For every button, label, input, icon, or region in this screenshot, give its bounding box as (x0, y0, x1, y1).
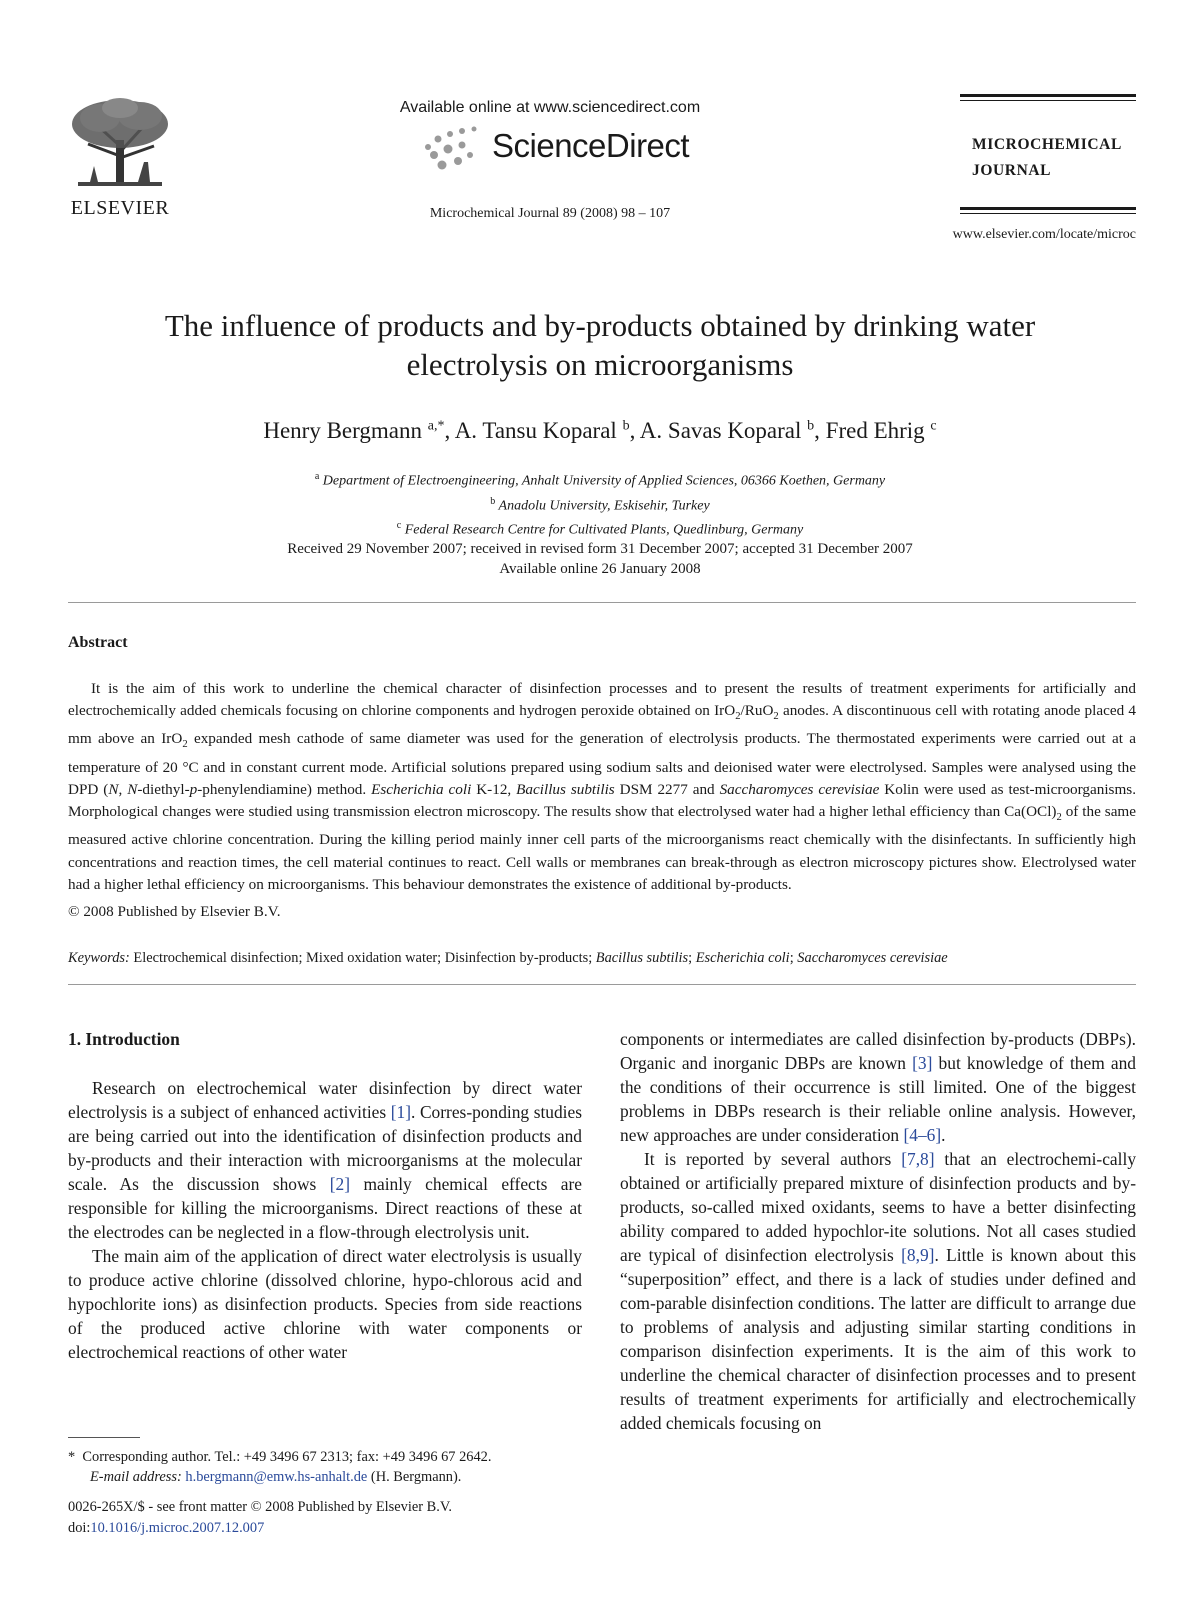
received-dates: Received 29 November 2007; received in revised form 31 December 2007; accepted 31 December 2007 (287, 541, 913, 557)
affiliation: $^c$ Federal Research Centre for Cultivated Plants, Quedlinburg, Germany (396, 520, 804, 538)
article-title (80, 306, 1120, 384)
email-link[interactable]: h.bergmann@emw.hs-anhalt.de (185, 1469, 368, 1485)
paragraph: It is reported by several authors [7,8] that an electrochemi-cally obtained or artificially prepared mixture of disinfection products and by-products, so-called mixed oxidants, seems to have a better disinfecting ability compared to added hypochlor-ite solutions. Not all cases studied are typical of disinfection electrolysis [8,9]. Little is known about this “superposition” effect, and there is a lack of studies under defined and com-parable disinfection conditions. The latter are difficult to arrange due to problems of analysis and adjusting similar starting conditions in comparison disinfection experiments. It is the aim of this work to underline the chemical character of disinfection processes and to present results of treatment experiments for artificially and electrochemically added chemicals focusing on (620, 1149, 1137, 1433)
elsevier-tree-icon (68, 96, 172, 190)
author[interactable]: Henry Bergmann $^{a,*}$ (263, 418, 445, 443)
author[interactable]: A. Tansu Koparal $^b$ (454, 418, 630, 443)
footnote-rule (68, 1437, 140, 1438)
title-line2: electrolysis on microorganisms (406, 347, 794, 382)
journal-name (972, 132, 1122, 184)
journal-name-line2: JOURNAL (972, 162, 1052, 179)
abstract-heading: Abstract (68, 634, 128, 651)
paragraph: Research on electrochemical water disinfection by direct water electrolysis is a subject of enhanced activities [1]. Corres-ponding studies are being carried out into the identification of disinfection products and by-products and their interaction with microorganisms at the molecular scale. As the discussion shows [2] mainly chemical effects are responsible for killing the microorganisms. Direct reactions of these at the electrodes can be neglected in a flow-through electrolysis unit. (68, 1078, 582, 1242)
sciencedirect-logo (420, 125, 720, 175)
column-left (68, 1076, 582, 1364)
paragraph: components or intermediates are called disinfection by-products (DBPs). Organic and inorganic DBPs are known [3] but knowledge of them and the conditions of their occurrence is still limited. One of the biggest problems in DBPs research is their reliable online analysis. However, new approaches are under consideration [4–6]. (620, 1029, 1136, 1145)
journal-url[interactable]: www.elsevier.com/locate/microc (952, 227, 1136, 242)
elsevier-logo (66, 96, 174, 220)
journal-citation: Microchemical Journal 89 (2008) 98 – 107 (429, 206, 671, 221)
journal-name-line1: MICROCHEMICAL (972, 136, 1122, 153)
author[interactable]: A. Savas Koparal $^b$ (639, 418, 815, 443)
keywords-list: Electrochemical disinfection; Mixed oxidation water; Disinfection by-products; Bacillus subtilis; Escherichia coli; Saccharomyces cerevisiae (129, 950, 948, 966)
article-dates (80, 539, 1120, 579)
doi-line: doi:10.1016/j.microc.2007.12.007 (68, 1520, 265, 1536)
keywords (68, 950, 1136, 967)
page-footer (68, 1497, 452, 1539)
paragraph: The main aim of the application of direct water electrolysis is usually to produce active chlorine (dissolved chlorine, hypo-chlorous acid and hypochlorite ions) as disinfection products. Species from side reactions of the produced active chlorine with water components or electrochemical reactions of other water (68, 1246, 582, 1362)
elsevier-wordmark: ELSEVIER (70, 197, 170, 219)
journal-rule-bottom-thin (960, 213, 1136, 214)
journal-box (960, 94, 1136, 224)
abstract-body (68, 678, 1136, 896)
abstract-copyright: © 2008 Published by Elsevier B.V. (68, 903, 281, 920)
author[interactable]: Fred Ehrig $^c$ (825, 418, 937, 443)
title-line1: The influence of products and by-products obtained by drinking water (164, 308, 1036, 343)
column-right (620, 1027, 1136, 1435)
divider (68, 602, 1136, 603)
divider (68, 984, 1136, 985)
author-list: Henry Bergmann $^{a,*}$, A. Tansu Koparal $^b$, A. Savas Koparal $^b$, Fred Ehrig $^c$ (263, 418, 937, 443)
affiliation: $^b$ Anadolu University, Eskisehir, Turkey (490, 495, 710, 514)
journal-rule-top (960, 94, 1136, 97)
footnote (68, 1447, 628, 1487)
footnote-email: E-mail address: h.bergmann@emw.hs-anhalt.de (H. Bergmann). (90, 1469, 462, 1485)
footnote-corresponding: * Corresponding author. Tel.: +49 3496 67 2313; fax: +49 3496 67 2642. (68, 1449, 492, 1465)
sciencedirect-dots-icon (420, 125, 490, 175)
affiliation: $^a$ Department of Electroengineering, Anhalt University of Applied Sciences, 06366 Koethen, Germany (314, 471, 886, 489)
abstract-text: It is the aim of this work to underline the chemical character of disinfection processes and to present the results of treatment experiments for artificially and electrochemically added chemicals focusing on chlorine components and hydrogen peroxide obtained on IrO$_2$/RuO$_2$ anodes. A discontinuous cell with rotating anode placed 4 mm above an IrO$_2$ expanded mesh cathode of same diameter was used for the generation of electrolysis products. The thermostated experiments were carried out at a temperature of 20 °C and in constant current mode. Artificial solutions prepared using sodium salts and deionised water were electrolysed. Samples were analysed using the DPD (N, N-diethyl-p-phenylendiamine) method. Escherichia coli K-12, Bacillus subtilis DSM 2277 and Saccharomyces cerevisiae Kolin were used as test-microorganisms. Morphological changes were studied using transmission electron microscopy. The results show that electrolysed water had a higher lethal efficiency than $Ca(OCl)_2$ of the same measured active chlorine concentration. During the killing period mainly inner cell parts of the microorganisms react chemically with the disinfectants. In sufficiently high concentrations and reaction times, the cell material continues to react. Cell walls or membranes can break-through as electron microscopy pictures show. Electrolysed water had a higher lethal efficiency on microorganisms. This behaviour demonstrates the existence of additional by-products. (68, 680, 1137, 893)
doi-link[interactable]: 10.1016/j.microc.2007.12.007 (90, 1520, 265, 1536)
journal-rule-top-thin (960, 100, 1136, 101)
keywords-label: Keywords: (68, 950, 130, 966)
online-date: Available online 26 January 2008 (499, 561, 701, 577)
available-online: Available online at www.sciencedirect.com (399, 99, 701, 116)
affiliations (80, 467, 1120, 541)
section-heading: 1. Introduction (68, 1029, 180, 1049)
issn-line: 0026-265X/$ - see front matter © 2008 Published by Elsevier B.V. (68, 1499, 452, 1515)
journal-rule-bottom (960, 207, 1136, 210)
sciencedirect-name: ScienceDirect (492, 127, 690, 164)
